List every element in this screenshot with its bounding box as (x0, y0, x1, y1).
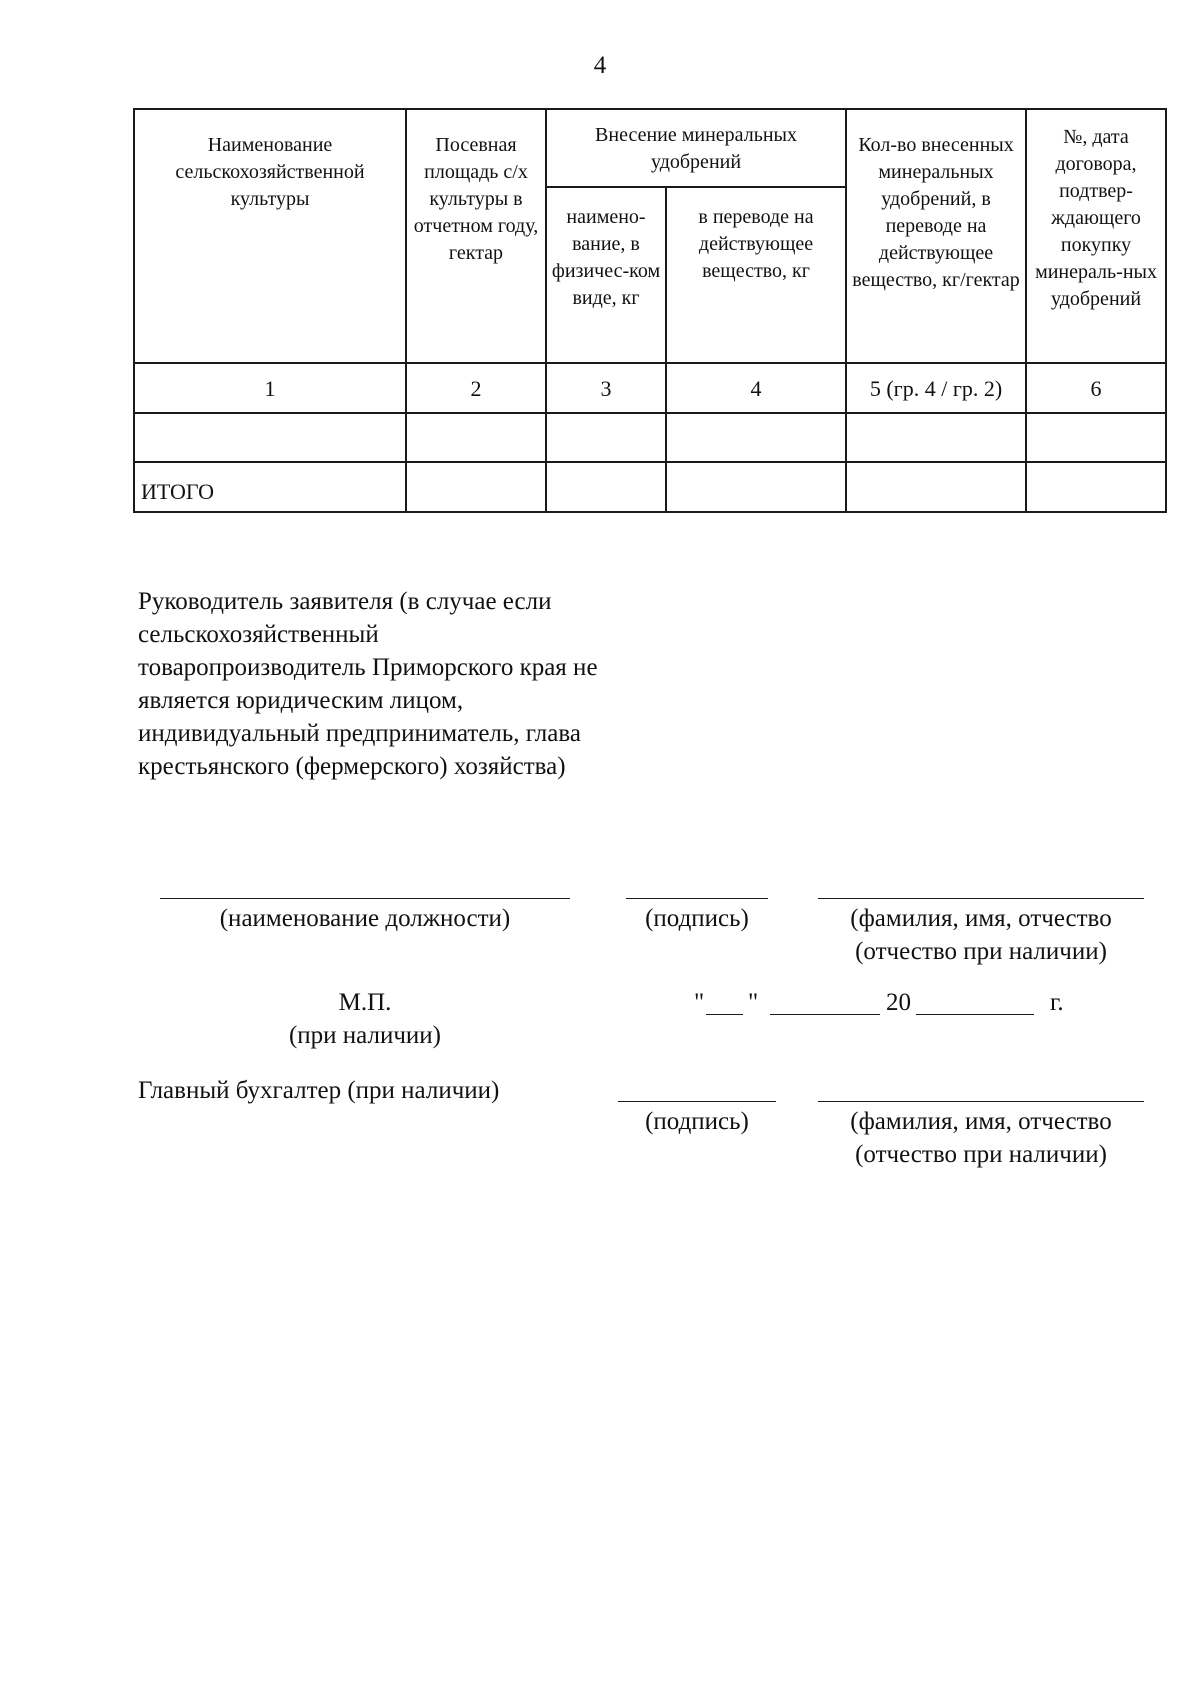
date-day-line (706, 1014, 743, 1015)
total-row (134, 462, 1166, 512)
column-number: 4 (666, 363, 846, 413)
head-title: Руководитель заявителя (в случае если сельскохозяйственный товаропроизводитель Приморского края не является юридическим лицом, индивидуальный предприниматель, глава крестьянского (фермерского) хозяйства) (138, 588, 598, 780)
table-cell (846, 413, 1026, 462)
seal-note: (при наличии) (288, 1022, 442, 1049)
accountant-fullname-line1: (фамилия, имя, отчество (850, 1108, 1112, 1135)
total-label: ИТОГО (134, 462, 406, 512)
date-quote-close: " (748, 989, 759, 1016)
fullname-caption-line1: (фамилия, имя, отчество (850, 905, 1112, 932)
position-caption: (наименование должности) (219, 905, 511, 932)
date-month-line (770, 1014, 880, 1015)
header-contract: №, дата договора, подтвер-ждающего покупку минераль-ных удобрений (1026, 109, 1166, 363)
accountant-title: Главный бухгалтер (при наличии) (138, 1077, 500, 1104)
fullname-caption-line2: (отчество при наличии) (855, 938, 1107, 965)
seal-label: М.П. (338, 989, 392, 1016)
table-cell (406, 462, 546, 512)
date-suffix: г. (1050, 989, 1064, 1016)
column-number: 6 (1026, 363, 1166, 413)
accountant-fullname-line2: (отчество при наличии) (855, 1141, 1107, 1168)
date-century: 20 (886, 989, 911, 1016)
table-cell (846, 462, 1026, 512)
signature-line (626, 898, 768, 899)
column-number: 2 (406, 363, 546, 413)
header-applied-per-ha: Кол-во внесенных минеральных удобрений, в переводе на действующее вещество, кг/гектар (846, 109, 1026, 363)
table-cell (666, 462, 846, 512)
fullname-line (818, 898, 1144, 899)
table-cell (1026, 462, 1166, 512)
column-number-row (134, 363, 1166, 413)
header-crop-name: Наименование сельскохозяйственной культуры (134, 109, 406, 363)
column-number: 3 (546, 363, 666, 413)
table-cell (1026, 413, 1166, 462)
date-quote-open: " (694, 989, 705, 1016)
table-cell (546, 413, 666, 462)
table-cell (134, 413, 406, 462)
table-cell (666, 413, 846, 462)
table-cell (406, 413, 546, 462)
accountant-signature-line (618, 1101, 776, 1102)
fertilizer-report-table (133, 108, 1167, 513)
position-line (160, 898, 570, 899)
date-year-line (916, 1014, 1034, 1015)
accountant-fullname-line (818, 1101, 1144, 1102)
page-number: 4 (593, 52, 607, 79)
column-number: 5 (гр. 4 / гр. 2) (846, 363, 1026, 413)
header-fertilizer-active: в переводе на действующее вещество, кг (666, 187, 846, 363)
signature-caption: (подпись) (645, 905, 749, 932)
table-row (134, 413, 1166, 462)
header-fertilizer-physical: наимено-вание, в физичес-ком виде, кг (546, 187, 666, 363)
table-cell (546, 462, 666, 512)
accountant-signature-caption: (подпись) (645, 1108, 749, 1135)
column-number: 1 (134, 363, 406, 413)
header-fertilizer-group: Внесение минеральных удобрений (546, 109, 846, 187)
header-sown-area: Посевная площадь с/х культуры в отчетном году, гектар (406, 109, 546, 363)
